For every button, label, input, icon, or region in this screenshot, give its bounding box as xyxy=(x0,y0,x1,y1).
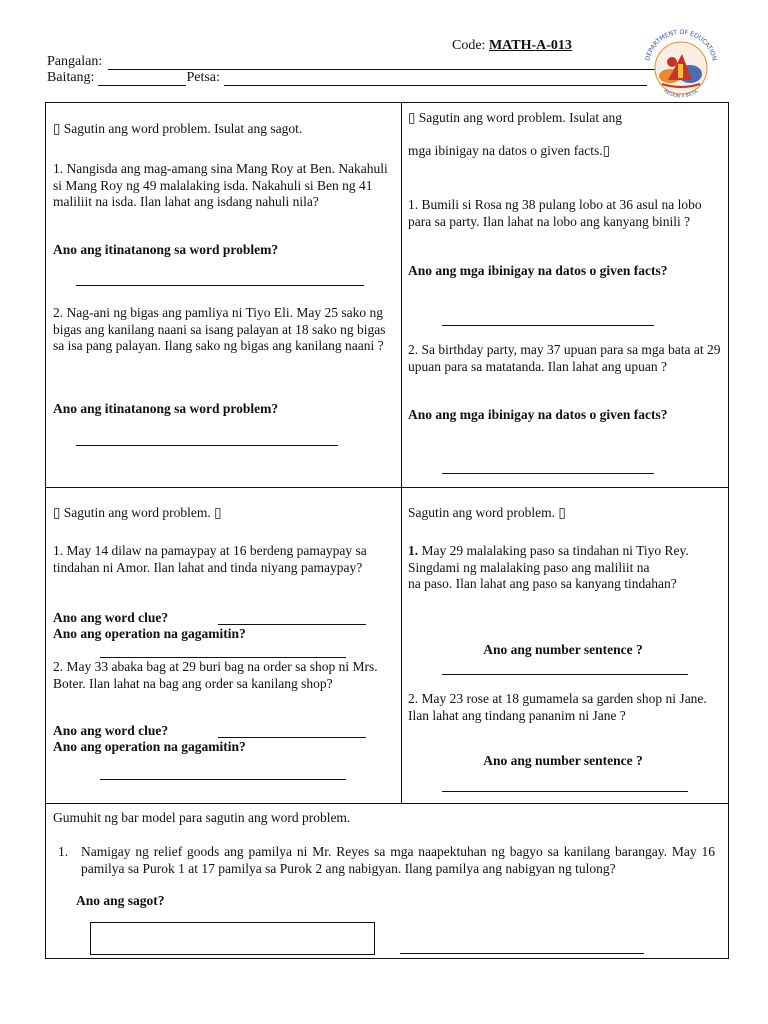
box1-question1: Ano ang itinatanong sa word problem? xyxy=(53,242,279,257)
name-label: Pangalan: xyxy=(47,54,103,69)
box3-instruction: ▯ Sagutin ang word problem. ▯ xyxy=(53,505,222,520)
grade-label: Baitang: xyxy=(47,70,95,85)
box4-answer1-line[interactable] xyxy=(442,674,688,675)
row-divider-1 xyxy=(46,487,728,488)
box2-question1: Ano ang mga ibinigay na datos o given facts? xyxy=(408,263,668,278)
box3-word-clue1-line[interactable] xyxy=(218,624,366,625)
svg-text:DEPARTMENT OF EDUCATION: DEPARTMENT OF EDUCATION xyxy=(644,28,718,62)
box1-problem1: 1. Nangisda ang mag-amang sina Mang Roy at Ben. Nakahuli si Mang Roy ng 49 malalaking isda. Nakahuli si Ben ng 41 maliliit na isda. Ilan lahat ang isdang nahuli nila? xyxy=(53,161,388,209)
box3-word-clue2: Ano ang word clue? xyxy=(53,723,169,738)
bar-model-box[interactable] xyxy=(90,922,375,955)
box3-problem2: 2. May 33 abaka bag at 29 buri bag na order sa shop ni Mrs. Boter. Ilan lahat na bag ang order sa kanilang shop? xyxy=(53,659,378,691)
name-row xyxy=(47,54,657,70)
box1-answer1-line[interactable] xyxy=(76,285,364,286)
box5-question: Ano ang sagot? xyxy=(76,893,165,908)
box2-problem1: 1. Bumili si Rosa ng 38 pulang lobo at 36 asul na lobo para sa party. Ilan lahat na lobo ang kanyang binili ? xyxy=(408,197,702,229)
svg-text:REGION V BICOL: REGION V BICOL xyxy=(662,88,700,100)
column-divider xyxy=(401,103,402,803)
worksheet-code: Code: MATH-A-013 xyxy=(452,38,572,53)
row-divider-2 xyxy=(46,803,728,804)
box4-number-sentence2: Ano ang number sentence ? xyxy=(483,753,643,768)
box2-problem2: 2. Sa birthday party, may 37 upuan para sa mga bata at 29 upuan para sa matatanda. Ilan lahat ang upuan ? xyxy=(408,342,721,374)
grade-date-row xyxy=(47,70,647,86)
box1-problem2: 2. Nag-ani ng bigas ang pamliya ni Tiyo Eli. May 25 sako ng bigas ang kanilang naani sa isang palayan at 18 sako ng bigas sa isa pang palayan. Ilang sako ng bigas ang kanilang naani ? xyxy=(53,305,386,353)
box2-instruction-b: mga ibinigay na datos o given facts.▯ xyxy=(408,143,611,158)
box1-answer2-line[interactable] xyxy=(76,445,338,446)
box5-instruction: Gumuhit ng bar model para sagutin ang word problem. xyxy=(53,810,351,825)
box5-problem-number: 1. xyxy=(58,844,69,859)
deped-logo-icon xyxy=(640,24,722,106)
box3-operation2-line[interactable] xyxy=(100,779,346,780)
box2-answer2-line[interactable] xyxy=(442,473,654,474)
date-field[interactable] xyxy=(224,73,647,86)
date-label: Petsa: xyxy=(186,70,220,85)
code-value: MATH-A-013 xyxy=(488,38,572,53)
box3-word-clue1: Ano ang word clue? xyxy=(53,610,169,625)
box4-instruction: Sagutin ang word problem. ▯ xyxy=(408,505,566,520)
box3-word-clue2-line[interactable] xyxy=(218,737,366,738)
worksheet-table xyxy=(45,102,729,959)
box4-problem2: 2. May 23 rose at 18 gumamela sa garden shop ni Jane. Ilan lahat ang tindang pananim ni Jane ? xyxy=(408,691,707,723)
box1-instruction: ▯ Sagutin ang word problem. Isulat ang sagot. xyxy=(53,121,303,136)
box3-operation1: Ano ang operation na gagamitin? xyxy=(53,626,246,641)
box2-answer1-line[interactable] xyxy=(442,325,654,326)
box5-problem1: Namigay ng relief goods ang pamilya ni Mr. Reyes sa mga naapektuhan ng bagyo sa kanilang barangay. May 16 pamilya sa Purok 1 at 17 pamilya sa Purok 2 ang nabigyan. Ilang pamilya ang nabigyan ng tulong? xyxy=(81,844,715,876)
box4-problem1: 1. May 29 malalaking paso sa tindahan ni Tiyo Rey. Singdami ng malalaking paso ang maliliit na na paso. Ilan lahat ang paso sa kanyang tindahan? xyxy=(408,543,689,591)
box3-problem1: 1. May 14 dilaw na pamaypay at 16 berdeng pamaypay sa tindahan ni Amor. Ilan lahat and tinda niyang pamaypay? xyxy=(53,543,367,575)
box1-question2: Ano ang itinatanong sa word problem? xyxy=(53,401,279,416)
box3-operation1-line[interactable] xyxy=(100,657,346,658)
box3-operation2: Ano ang operation na gagamitin? xyxy=(53,739,246,754)
box2-question2: Ano ang mga ibinigay na datos o given facts? xyxy=(408,407,668,422)
box4-answer2-line[interactable] xyxy=(442,791,688,792)
grade-field[interactable] xyxy=(98,73,186,86)
name-field[interactable] xyxy=(108,57,657,70)
box5-answer-line[interactable] xyxy=(400,953,644,954)
box2-instruction-a: ▯ Sagutin ang word problem. Isulat ang xyxy=(408,110,623,125)
box4-number-sentence1: Ano ang number sentence ? xyxy=(483,642,643,657)
